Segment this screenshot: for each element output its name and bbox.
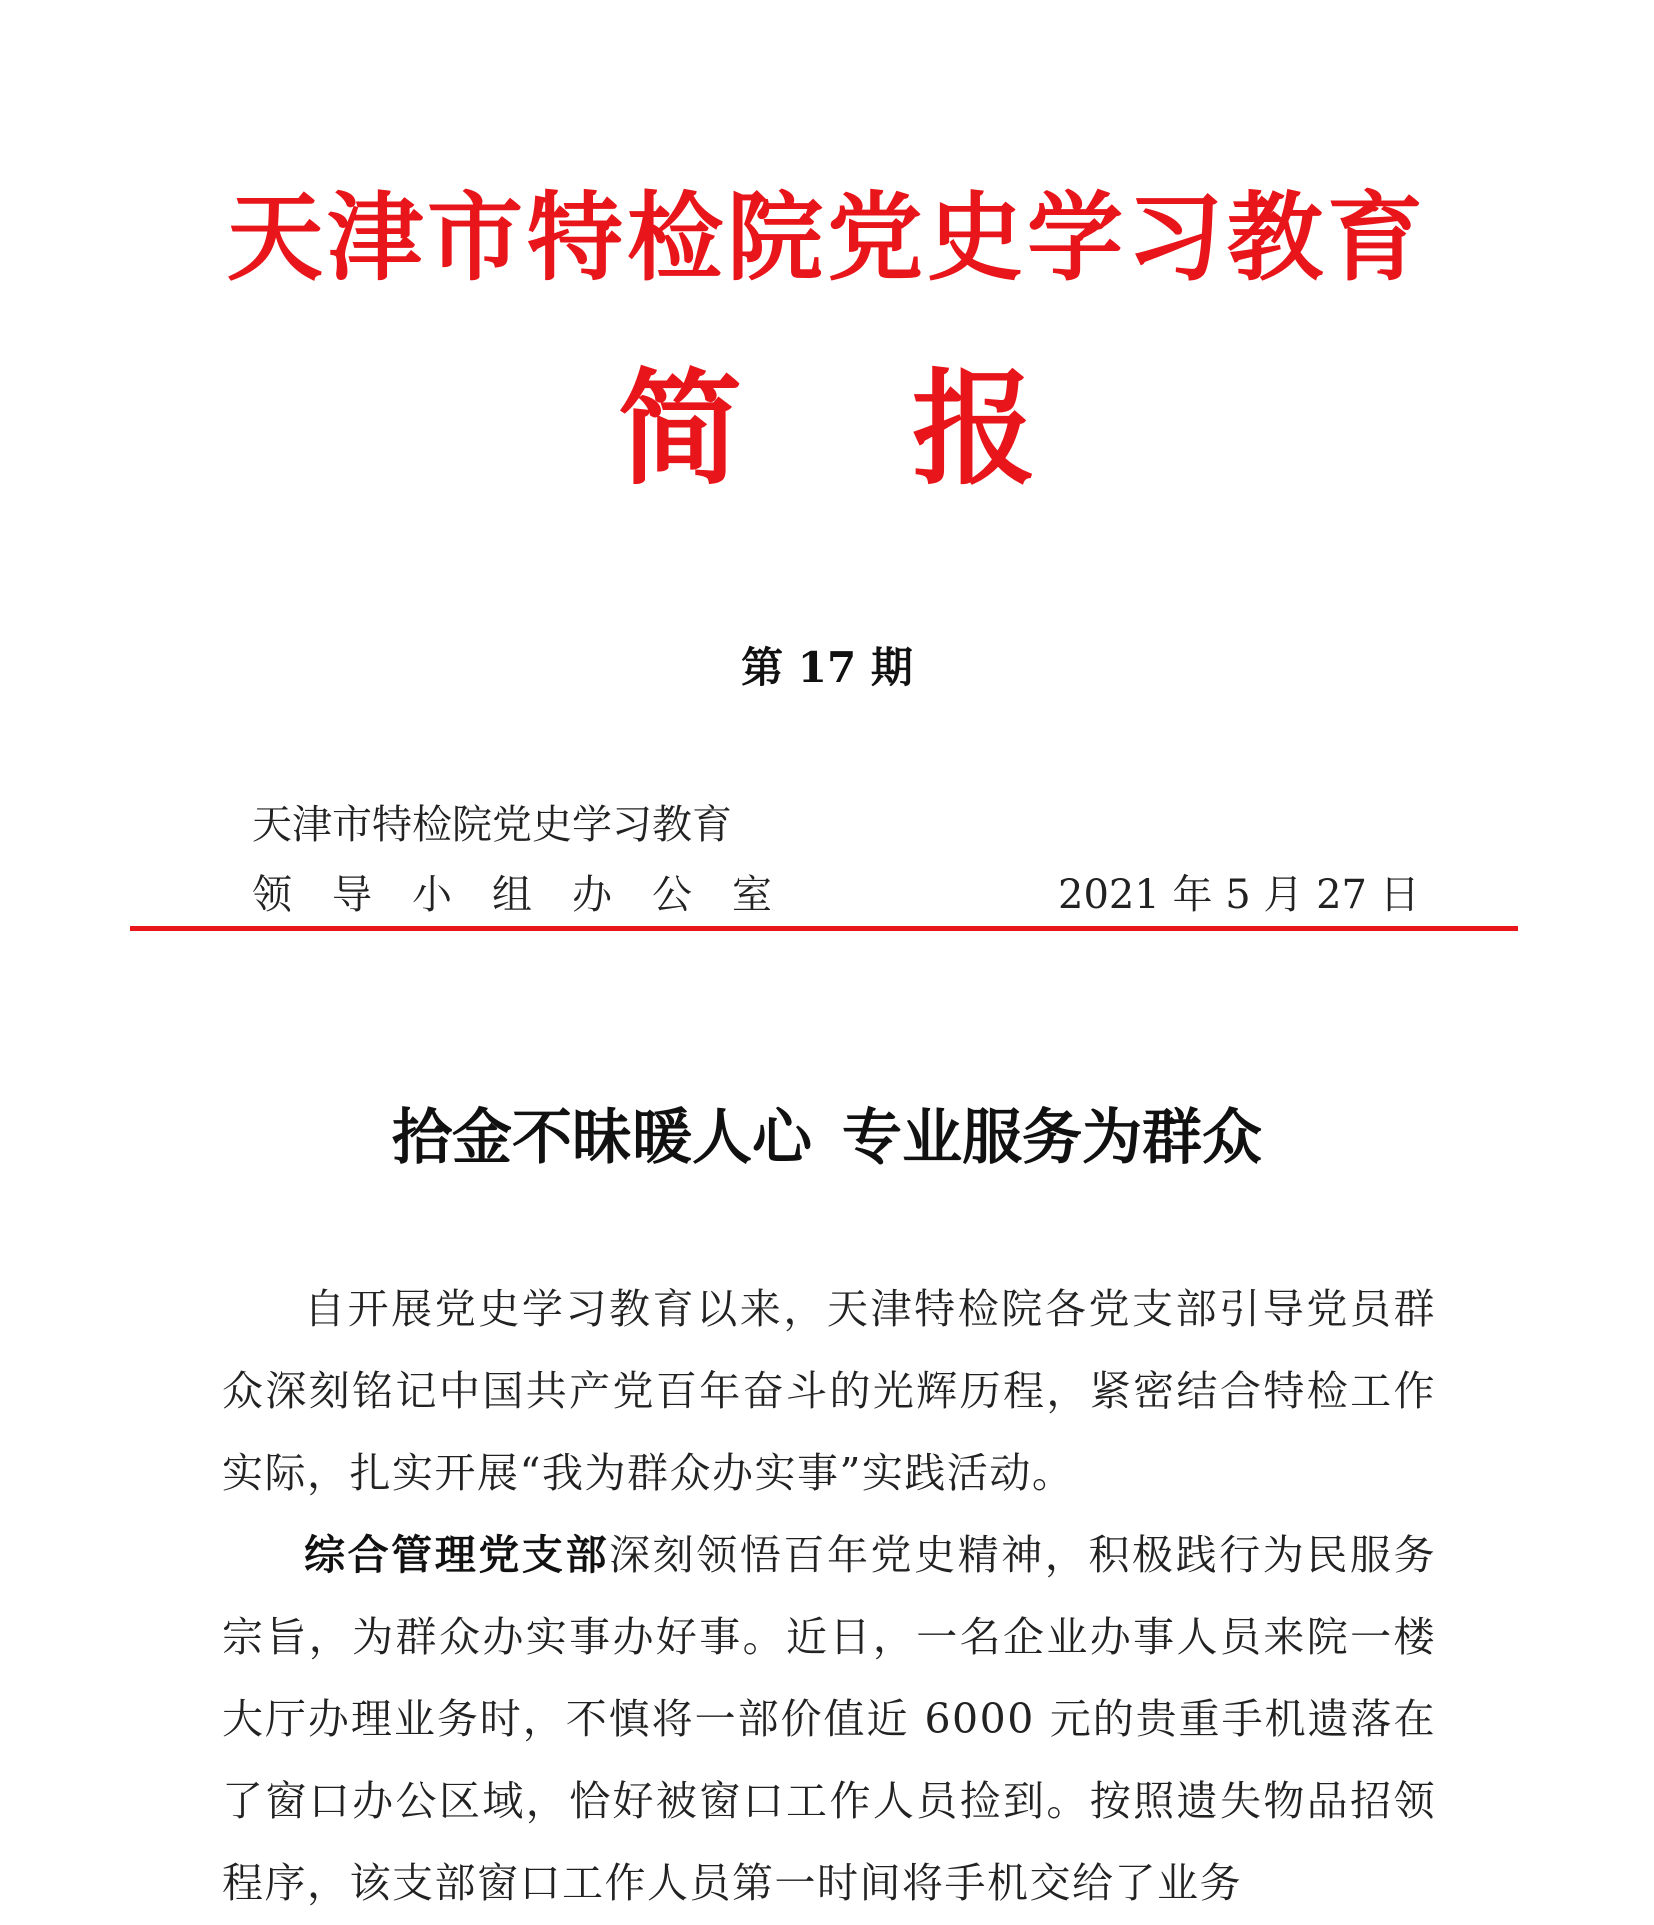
article-title (0, 1098, 1654, 1178)
red-divider-line (130, 926, 1518, 931)
issue-number: 第 17 期 (741, 643, 913, 692)
issue-date: 2021 年 5 月 27 日 (1058, 872, 1420, 918)
paragraph-1: 自开展党史学习教育以来，天津特检院各党支部引导党员群众深刻铭记中国共产党百年奋斗的光辉历程，紧密结合特检工作实际，扎实开展“我为群众办实事”实践活动。 (222, 1285, 1436, 1497)
article-body (222, 1268, 1436, 1924)
issuer-line-1: 天津市特检院党史学习教育 (252, 802, 732, 848)
masthead-title: 天津市特检院党史学习教育 (227, 181, 1427, 294)
article-title-part-2: 专业服务为群众 (842, 1103, 1262, 1173)
issuer-line-2: 领导小组办公室 (252, 872, 812, 918)
paragraph-2-lead: 综合管理党支部 (304, 1531, 610, 1579)
masthead-subtitle (0, 357, 1654, 502)
paragraph-2 (222, 1514, 1436, 1924)
masthead-subtitle-char-2: 报 (912, 357, 1037, 502)
masthead-subtitle-char-1: 简 (617, 357, 742, 502)
article-title-part-1: 拾金不昧暖人心 (392, 1103, 812, 1173)
issuer-block (252, 790, 812, 930)
paragraph-2-text: 深刻领悟百年党史精神，积极践行为民服务宗旨，为群众办实事办好事。近日，一名企业办事人员来院一楼大厅办理业务时，不慎将一部价值近 6000 元的贵重手机遗落在了窗口办公区域，恰好被窗口工作人员捡到。按照遗失物品招领程序，该支部窗口工作人员第一时间将手机交给了业务 (222, 1531, 1437, 1907)
